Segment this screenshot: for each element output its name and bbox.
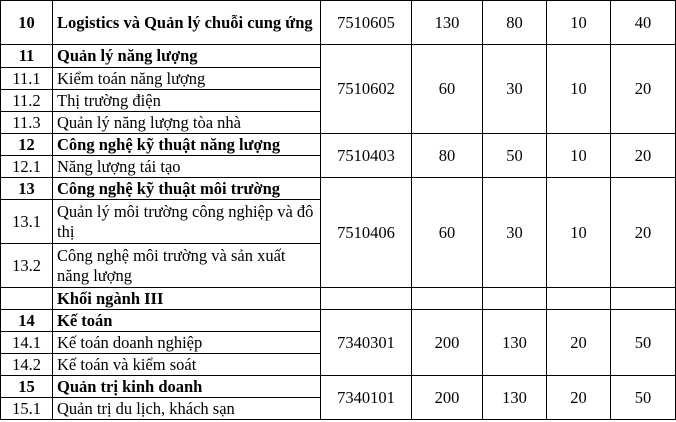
- table-row: [1, 288, 676, 310]
- quota-c: 50: [611, 310, 676, 376]
- row-number: 11: [1, 45, 53, 68]
- row-number: 13: [1, 178, 53, 200]
- quota-a: 50: [483, 134, 547, 178]
- major-code: 7510602: [321, 45, 412, 134]
- quota-a: 30: [483, 178, 547, 288]
- major-code: 7510406: [321, 178, 412, 288]
- quota-total: 60: [412, 178, 483, 288]
- quota-total: 200: [412, 376, 483, 420]
- quota-a: 80: [483, 1, 547, 45]
- row-number: 11.1: [1, 68, 53, 90]
- major-name: Quản trị kinh doanh: [53, 376, 321, 398]
- quota-total: 60: [412, 45, 483, 134]
- major-name: Công nghệ kỹ thuật môi trường: [53, 178, 321, 200]
- quota-c: 40: [611, 1, 676, 45]
- table-row: [1, 134, 676, 156]
- quota-total: 200: [412, 310, 483, 376]
- quota-b: 20: [547, 376, 611, 420]
- quota-c: 20: [611, 134, 676, 178]
- row-number: 13.2: [1, 244, 53, 288]
- row-number: 14: [1, 310, 53, 332]
- table-row: [1, 178, 676, 200]
- major-name: Công nghệ kỹ thuật năng lượng: [53, 134, 321, 156]
- row-number: 12: [1, 134, 53, 156]
- quota-c: 20: [611, 45, 676, 134]
- row-number: 14.2: [1, 354, 53, 376]
- major-name: Kế toán: [53, 310, 321, 332]
- quota-b: 10: [547, 134, 611, 178]
- specialization-name: Kế toán và kiểm soát: [53, 354, 321, 376]
- table-row: [1, 376, 676, 398]
- quota-total: 130: [412, 1, 483, 45]
- major-code: 7340301: [321, 310, 412, 376]
- specialization-name: Kế toán doanh nghiệp: [53, 332, 321, 354]
- quota-total: [412, 288, 483, 310]
- specialization-name: Quản lý môi trường công nghiệp và đô thị: [53, 200, 321, 244]
- major-code: 7510605: [321, 1, 412, 45]
- quota-a: 130: [483, 310, 547, 376]
- major-code: [321, 288, 412, 310]
- row-number: [1, 288, 53, 310]
- table-row: [1, 1, 676, 45]
- quota-c: 50: [611, 376, 676, 420]
- row-number: 13.1: [1, 200, 53, 244]
- quota-a: 30: [483, 45, 547, 134]
- quota-b: 20: [547, 310, 611, 376]
- quota-c: [611, 288, 676, 310]
- specialization-name: Thị trường điện: [53, 90, 321, 112]
- row-number: 11.2: [1, 90, 53, 112]
- quota-a: [483, 288, 547, 310]
- row-number: 10: [1, 1, 53, 45]
- specialization-name: Quản trị du lịch, khách sạn: [53, 398, 321, 420]
- row-number: 11.3: [1, 112, 53, 134]
- specialization-name: Công nghệ môi trường và sản xuất năng lượng: [53, 244, 321, 288]
- quota-total: 80: [412, 134, 483, 178]
- quota-b: 10: [547, 178, 611, 288]
- quota-b: [547, 288, 611, 310]
- major-code: 7510403: [321, 134, 412, 178]
- quota-b: 10: [547, 45, 611, 134]
- row-number: 15: [1, 376, 53, 398]
- quota-c: 20: [611, 178, 676, 288]
- block-heading: Khối ngành III: [53, 288, 321, 310]
- major-name: Quản lý năng lượng: [53, 45, 321, 68]
- row-number: 12.1: [1, 156, 53, 178]
- table-row: [1, 45, 676, 68]
- quota-a: 130: [483, 376, 547, 420]
- row-number: 14.1: [1, 332, 53, 354]
- row-number: 15.1: [1, 398, 53, 420]
- specialization-name: Kiểm toán năng lượng: [53, 68, 321, 90]
- specialization-name: Năng lượng tái tạo: [53, 156, 321, 178]
- quota-b: 10: [547, 1, 611, 45]
- major-name: Logistics và Quản lý chuỗi cung ứng: [53, 1, 321, 45]
- major-code: 7340101: [321, 376, 412, 420]
- table-row: [1, 310, 676, 332]
- specialization-name: Quản lý năng lượng tòa nhà: [53, 112, 321, 134]
